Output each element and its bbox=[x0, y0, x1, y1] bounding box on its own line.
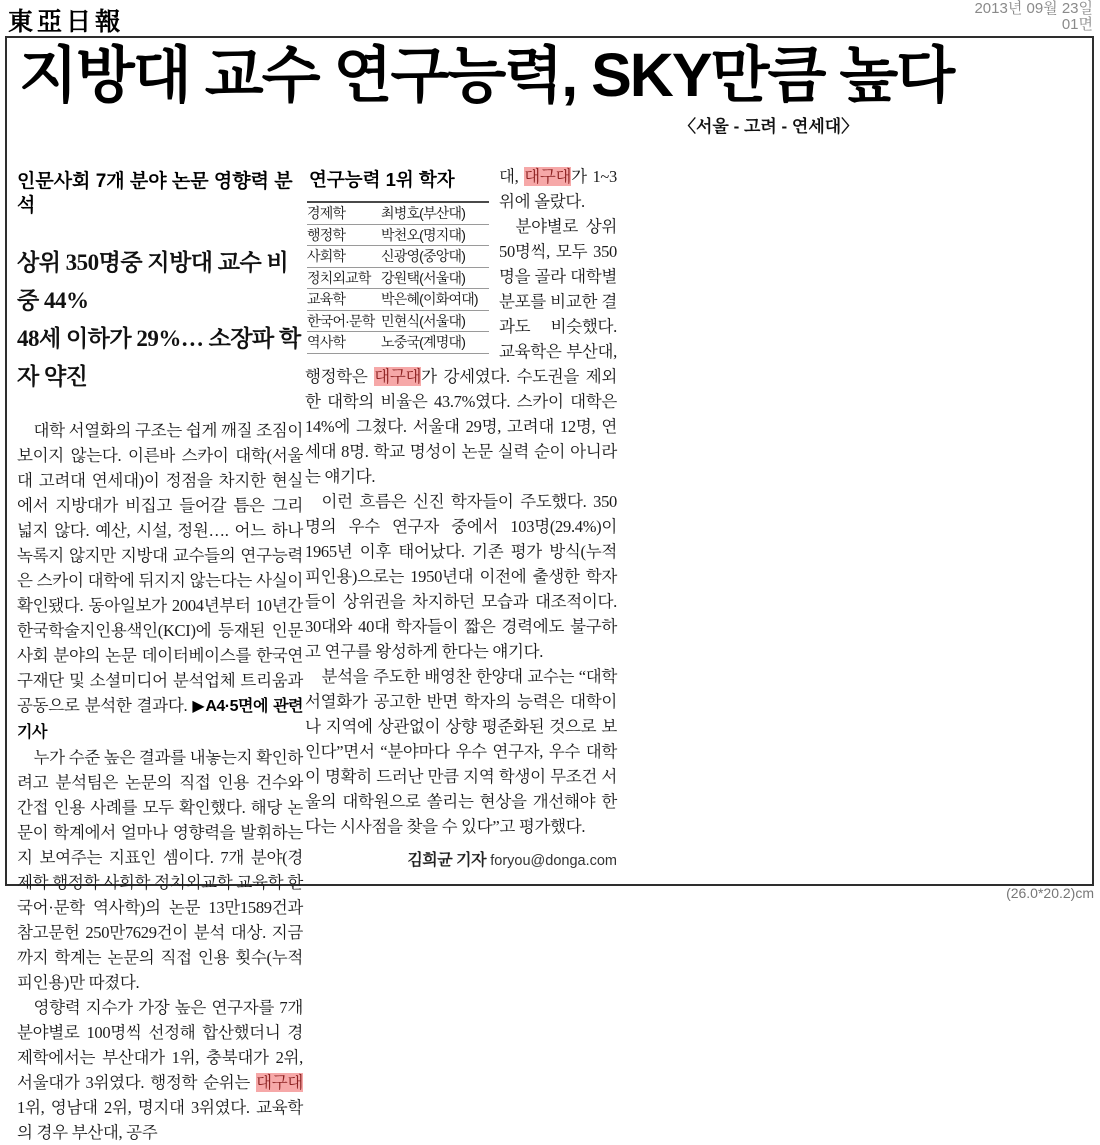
body-paragraph bbox=[17, 418, 303, 745]
table-row bbox=[307, 332, 489, 354]
table-row bbox=[307, 246, 489, 268]
subhead-line: 상위 350명중 지방대 교수 비중 44% bbox=[17, 250, 289, 313]
field-cell: 역사학 bbox=[307, 334, 346, 351]
scholar-cell: 강원택(서울대) bbox=[381, 269, 466, 286]
text-segment: 영향력 지수가 가장 높은 연구자를 7개 분야별로 100명씩 선정해 합산했더니 경제학에서는 부산대가 1위, 충북대가 2위, 서울대가 3위였다. 행정학 순위는 bbox=[17, 998, 303, 1092]
field-cell: 한국어·문학 bbox=[307, 312, 375, 329]
text-segment: 누가 수준 높은 결과를 내놓는지 확인하려고 분석팀은 논문의 직접 인용 건수와 간접 인용 사례를 모두 확인했다. 해당 논문이 학계에서 얼마나 영향력을 발휘하는지 보여주는 지표인 셈이다. 7개 분야(경제학 행정학 사회학 정치외교학 교육학 한국어·문학 역사학)의 논문 13만1589건과 참고문헌 250만7629건이 분석 대상. 지금까지 학계는 논문의 직접 인용 횟수(누적 피인용)만 따졌다. bbox=[17, 748, 303, 992]
text-segment: 가 1~3위에 올랐다. bbox=[499, 167, 617, 211]
scholar-cell: 신광영(중앙대) bbox=[381, 248, 466, 265]
subhead-line: 48세 이하가 29%… 소장파 학자 약진 bbox=[17, 326, 301, 389]
table-row bbox=[307, 268, 489, 290]
issue-page-number: 01면 bbox=[1061, 16, 1093, 33]
left-column bbox=[17, 164, 303, 1145]
table-row bbox=[307, 289, 489, 311]
reporter-name: 김희균 기자 bbox=[407, 852, 487, 869]
issue-date: 2013년 09월 23일 bbox=[974, 0, 1093, 17]
scholar-table-block bbox=[307, 166, 489, 354]
field-cell: 행정학 bbox=[307, 226, 346, 243]
text-segment: 분석을 주도한 배영찬 한양대 교수는 “대학 서열화가 공고한 반면 학자의 능력은 대학이나 지역에 상관없이 상향 평준화된 것으로 보인다”면서 “분야마다 우수 연구자, 우수 대학이 명확히 드러난 만큼 지역 학생이 무조건 서울의 대학원으로 쏠리는 현상을 개선해야 한다는 시사점을 찾을 수 있다”고 평가했다. bbox=[305, 667, 617, 836]
scholar-cell: 박은혜(이화여대) bbox=[381, 291, 478, 308]
body-paragraph bbox=[17, 745, 303, 995]
field-cell: 교육학 bbox=[307, 291, 346, 308]
body-paragraph bbox=[305, 664, 617, 839]
issue-date-block bbox=[974, 1, 1093, 33]
table-row bbox=[307, 203, 489, 225]
text-segment: 가 강세였다. 수도권을 제외한 대학의 비율은 43.7%였다. 스카이 대학은 14%에 그쳤다. 서울대 29명, 고려대 12명, 연세대 8명. 학교 명성이 논문 실력 순이 아니라는 얘기다. bbox=[305, 367, 617, 486]
section-kicker: 인문사회 7개 분야 논문 영향력 분석 bbox=[17, 171, 293, 216]
field-cell: 정치외교학 bbox=[307, 269, 371, 286]
scholar-cell: 박천오(명지대) bbox=[381, 226, 466, 243]
body-paragraph bbox=[305, 489, 617, 664]
highlighted-text: 대구대 bbox=[256, 1073, 303, 1092]
text-segment: 대, bbox=[499, 167, 525, 186]
newspaper-logo: 東亞日報 bbox=[8, 9, 125, 36]
table-row bbox=[307, 311, 489, 333]
right-column bbox=[305, 164, 617, 870]
field-cell: 경제학 bbox=[307, 205, 346, 222]
reporter-email: foryou@donga.com bbox=[490, 853, 617, 869]
scholar-cell: 노중국(계명대) bbox=[381, 334, 466, 351]
text-segment: 이런 흐름은 신진 학자들이 주도했다. 350명의 우수 연구자 중에서 103명(29.4%)이 1965년 이후 태어났다. 기존 평가 방식(누적 피인용)으로는 1950년대 이전에 출생한 학자들이 상위권을 차지하던 모습과 대조적이다. 30대와 40대 학자들이 짧은 경력에도 불구하고 연구를 왕성하게 한다는 얘기다. bbox=[305, 492, 617, 661]
field-cell: 사회학 bbox=[307, 248, 346, 265]
related-article-pointer: ▶A4·5면에 관련기사 bbox=[17, 698, 303, 741]
table-row bbox=[307, 225, 489, 247]
text-segment: 대학 서열화의 구조는 쉽게 깨질 조짐이 보이지 않는다. 이른바 스카이 대학(서울대 고려대 연세대)이 정점을 차지한 현실에서 지방대가 비집고 들어갈 틈은 그리 넓지 않다. 예산, 시설, 정원…. 어느 하나 녹록지 않지만 지방대 교수들의 연구능력은 스카이 대학에 뒤지지 않는다는 사실이 확인됐다. 동아일보가 2004년부터 10년간 한국학술지인용색인(KCI)에 등재된 인문사회 분야의 논문 데이터베이스를 한국연구재단 및 소셜미디어 분석업체 트리움과 공동으로 분석한 결과다. bbox=[17, 421, 303, 715]
clipping-dimensions: (26.0*20.2)cm bbox=[1006, 885, 1094, 901]
scholar-cell: 민현식(서울대) bbox=[381, 312, 466, 329]
highlighted-text: 대구대 bbox=[374, 367, 422, 386]
scholar-table-title: 연구능력 1위 학자 bbox=[309, 169, 455, 190]
headline-subtitle: 〈서울 - 고려 - 연세대〉 bbox=[679, 117, 859, 136]
text-segment: 1위, 영남대 2위, 명지대 3위였다. 교육학의 경우 부산대, 공주 bbox=[17, 1098, 303, 1142]
article-headline: 지방대 교수 연구능력, SKY만큼 높다 bbox=[19, 41, 954, 109]
highlighted-text: 대구대 bbox=[524, 167, 572, 186]
byline bbox=[305, 847, 617, 870]
text-segment: 분야별로 상위 50명씩, 모두 350명을 골라 대학별 분포를 비교한 결과도 비슷했다. 교육학은 부산대, 행정학은 bbox=[305, 217, 617, 386]
scholar-cell: 최병호(부산대) bbox=[381, 205, 466, 222]
subhead-block bbox=[17, 244, 303, 396]
scholar-table bbox=[307, 201, 489, 354]
body-paragraph bbox=[17, 995, 303, 1145]
